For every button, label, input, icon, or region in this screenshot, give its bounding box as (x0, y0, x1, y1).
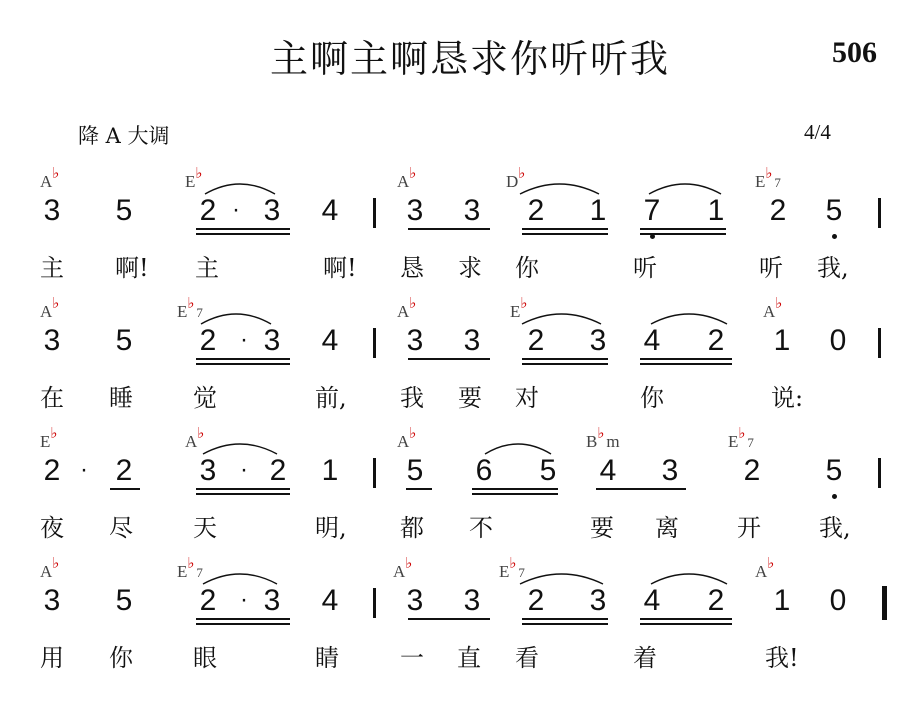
augmentation-dot: · (232, 196, 240, 223)
lyric-syllable: 你 (515, 254, 539, 282)
bar-line (373, 588, 376, 618)
slur-arc (650, 310, 728, 326)
chord-symbol: A ♭ (393, 556, 413, 581)
note: 4 (643, 324, 661, 357)
chord-symbol: E ♭ (40, 426, 58, 451)
beam-line (522, 363, 608, 365)
note: 4 (321, 194, 339, 227)
note: 4 (321, 324, 339, 357)
note: 2 (707, 584, 725, 617)
lyric-syllable: 眼 (193, 644, 217, 672)
note: 2 (707, 324, 725, 357)
lyric-syllable: 我 (400, 384, 424, 412)
lyric-syllable: 夜 (40, 514, 64, 542)
flat-sign: ♭ (765, 166, 773, 182)
flat-sign: ♭ (50, 426, 58, 442)
chord-quality: 7 (747, 435, 754, 450)
lyric-syllable: 对 (515, 384, 539, 412)
note: 2 (199, 584, 217, 617)
note: 2 (199, 324, 217, 357)
lyric-syllable: 听 (633, 254, 657, 282)
chord-quality: 7 (518, 565, 525, 580)
lyric-syllable: 尽 (109, 514, 133, 542)
beam-line (472, 488, 558, 490)
bar-line (878, 458, 881, 488)
note: 2 (115, 454, 133, 487)
flat-sign: ♭ (195, 166, 203, 182)
lyric-syllable: 说: (771, 384, 804, 412)
flat-sign: ♭ (509, 556, 517, 572)
note: 5 (115, 324, 133, 357)
chord-symbol: E ♭ 7 (499, 556, 525, 581)
beam-line (196, 363, 290, 365)
note: 2 (269, 454, 287, 487)
beam-line (522, 618, 608, 620)
chord-symbol: A ♭ (40, 556, 60, 581)
flat-sign: ♭ (405, 556, 413, 572)
slur-arc (484, 440, 552, 456)
note: 5 (115, 194, 133, 227)
chord-quality: m (606, 432, 620, 451)
augmentation-dot: · (240, 456, 248, 483)
chord-symbol: A ♭ (40, 296, 60, 321)
chord-symbol: A ♭ (397, 166, 417, 191)
hymn-number: 506 (832, 36, 877, 69)
slur-arc (521, 310, 602, 326)
note: 0 (829, 584, 847, 617)
beam-line (408, 358, 490, 360)
lyric-syllable: 天 (193, 514, 217, 542)
lyric-syllable: 用 (40, 644, 64, 672)
chord-quality: 7 (196, 305, 203, 320)
beam-line (640, 358, 732, 360)
slur-arc (648, 180, 722, 196)
note: 3 (463, 194, 481, 227)
bar-line (373, 198, 376, 228)
note: 5 (825, 454, 843, 487)
chord-symbol: A ♭ (397, 426, 417, 451)
lyric-syllable: 离 (655, 514, 679, 542)
slur-arc (519, 180, 600, 196)
flat-sign: ♭ (409, 296, 417, 312)
note: 2 (43, 454, 61, 487)
note: 3 (406, 324, 424, 357)
note: 4 (643, 584, 661, 617)
note: 3 (43, 194, 61, 227)
beam-line (110, 488, 140, 490)
flat-sign: ♭ (52, 166, 60, 182)
flat-sign: ♭ (52, 556, 60, 572)
note: 3 (263, 324, 281, 357)
note: 5 (539, 454, 557, 487)
flat-sign: ♭ (597, 426, 605, 442)
note: 7 (643, 194, 661, 227)
augmentation-dot: · (240, 586, 248, 613)
note: 0 (829, 324, 847, 357)
beam-line (196, 488, 290, 490)
flat-sign: ♭ (738, 426, 746, 442)
note: 3 (263, 584, 281, 617)
beam-line (522, 233, 608, 235)
lyric-syllable: 我, (819, 514, 851, 542)
note: 3 (199, 454, 217, 487)
lyric-syllable: 看 (515, 644, 539, 672)
beam-line (640, 228, 726, 230)
flat-sign: ♭ (520, 296, 528, 312)
lyric-syllable: 我, (817, 254, 849, 282)
flat-sign: ♭ (187, 556, 195, 572)
beam-line (522, 228, 608, 230)
note: 4 (321, 584, 339, 617)
beam-line (596, 488, 686, 490)
beam-line (196, 623, 290, 625)
note: 2 (527, 194, 545, 227)
note: 3 (589, 324, 607, 357)
chord-symbol: D ♭ (506, 166, 526, 191)
lyric-syllable: 着 (633, 644, 657, 672)
flat-sign: ♭ (52, 296, 60, 312)
beam-line (196, 233, 290, 235)
beam-line (522, 358, 608, 360)
augmentation-dot: · (240, 326, 248, 353)
chord-symbol: E ♭ 7 (755, 166, 781, 191)
flat-sign: ♭ (409, 166, 417, 182)
note: 2 (199, 194, 217, 227)
note: 2 (743, 454, 761, 487)
bar-line (373, 458, 376, 488)
lyric-syllable: 你 (640, 384, 664, 412)
chord-symbol: E ♭ (185, 166, 203, 191)
flat-sign: ♭ (518, 166, 526, 182)
lyric-syllable: 直 (457, 644, 481, 672)
lyric-syllable: 啊! (115, 254, 149, 282)
note: 3 (463, 324, 481, 357)
beam-line (408, 618, 490, 620)
lyric-syllable: 一 (400, 644, 424, 672)
note: 2 (769, 194, 787, 227)
key-signature: 降 A 大调 (78, 124, 170, 148)
chord-symbol: A ♭ (763, 296, 783, 321)
beam-line (408, 228, 490, 230)
slur-arc (202, 570, 278, 586)
note: 3 (406, 194, 424, 227)
slur-arc (519, 570, 604, 586)
beam-line (196, 618, 290, 620)
beam-line (472, 493, 558, 495)
note: 5 (115, 584, 133, 617)
note: 1 (773, 324, 791, 357)
beam-line (640, 233, 726, 235)
lyric-syllable: 都 (400, 514, 424, 542)
chord-symbol: A ♭ (397, 296, 417, 321)
beam-line (640, 618, 732, 620)
bar-line (373, 328, 376, 358)
slur-arc (650, 570, 728, 586)
chord-symbol: B ♭ m (586, 426, 620, 451)
augmentation-dot: · (80, 456, 88, 483)
lyric-syllable: 睡 (109, 384, 133, 412)
chord-symbol: A ♭ (755, 556, 775, 581)
note: 1 (321, 454, 339, 487)
note: 3 (463, 584, 481, 617)
note: 1 (707, 194, 725, 227)
beam-line (640, 363, 732, 365)
chord-symbol: A ♭ (40, 166, 60, 191)
beam-line (196, 358, 290, 360)
bar-line (882, 586, 887, 620)
lyric-syllable: 听 (759, 254, 783, 282)
note: 1 (589, 194, 607, 227)
flat-sign: ♭ (197, 426, 205, 442)
lyric-syllable: 在 (40, 384, 64, 412)
lyric-syllable: 恳 (400, 254, 424, 282)
note: 5 (406, 454, 424, 487)
slur-arc (200, 310, 272, 326)
beam-line (196, 493, 290, 495)
lyric-syllable: 要 (458, 384, 482, 412)
note: 1 (773, 584, 791, 617)
lyric-syllable: 睛 (315, 644, 339, 672)
flat-sign: ♭ (409, 426, 417, 442)
lyric-syllable: 啊! (323, 254, 357, 282)
bar-line (878, 198, 881, 228)
chord-symbol: E ♭ 7 (177, 556, 203, 581)
octave-dot (832, 494, 837, 499)
lyric-syllable: 开 (737, 514, 761, 542)
time-signature: 4/4 (804, 120, 831, 144)
bar-line (878, 328, 881, 358)
note: 3 (589, 584, 607, 617)
note: 3 (263, 194, 281, 227)
lyric-syllable: 觉 (193, 384, 217, 412)
lyric-syllable: 主 (195, 254, 219, 282)
chord-symbol: E ♭ 7 (177, 296, 203, 321)
note: 3 (406, 584, 424, 617)
note: 4 (599, 454, 617, 487)
lyric-syllable: 不 (469, 514, 493, 542)
chord-symbol: A ♭ (185, 426, 205, 451)
lyric-syllable: 明, (315, 514, 347, 542)
note: 3 (43, 584, 61, 617)
lyric-syllable: 求 (458, 254, 482, 282)
flat-sign: ♭ (767, 556, 775, 572)
slur-arc (204, 180, 276, 196)
octave-dot (832, 234, 837, 239)
chord-symbol: E ♭ (510, 296, 528, 321)
note: 2 (527, 324, 545, 357)
beam-line (522, 623, 608, 625)
flat-sign: ♭ (187, 296, 195, 312)
chord-symbol: E ♭ 7 (728, 426, 754, 451)
note: 3 (661, 454, 679, 487)
chord-quality: 7 (196, 565, 203, 580)
lyric-syllable: 你 (109, 644, 133, 672)
lyric-syllable: 主 (40, 254, 64, 282)
chord-quality: 7 (774, 175, 781, 190)
flat-sign: ♭ (775, 296, 783, 312)
lyric-syllable: 前, (315, 384, 347, 412)
note: 2 (527, 584, 545, 617)
note: 5 (825, 194, 843, 227)
beam-line (196, 228, 290, 230)
lyric-syllable: 我! (765, 644, 799, 672)
note: 3 (43, 324, 61, 357)
lyric-syllable: 要 (590, 514, 614, 542)
slur-arc (202, 440, 278, 456)
beam-line (406, 488, 432, 490)
page-title: 主啊主啊恳求你听听我 (269, 37, 670, 81)
beam-line (640, 623, 732, 625)
note: 6 (475, 454, 493, 487)
